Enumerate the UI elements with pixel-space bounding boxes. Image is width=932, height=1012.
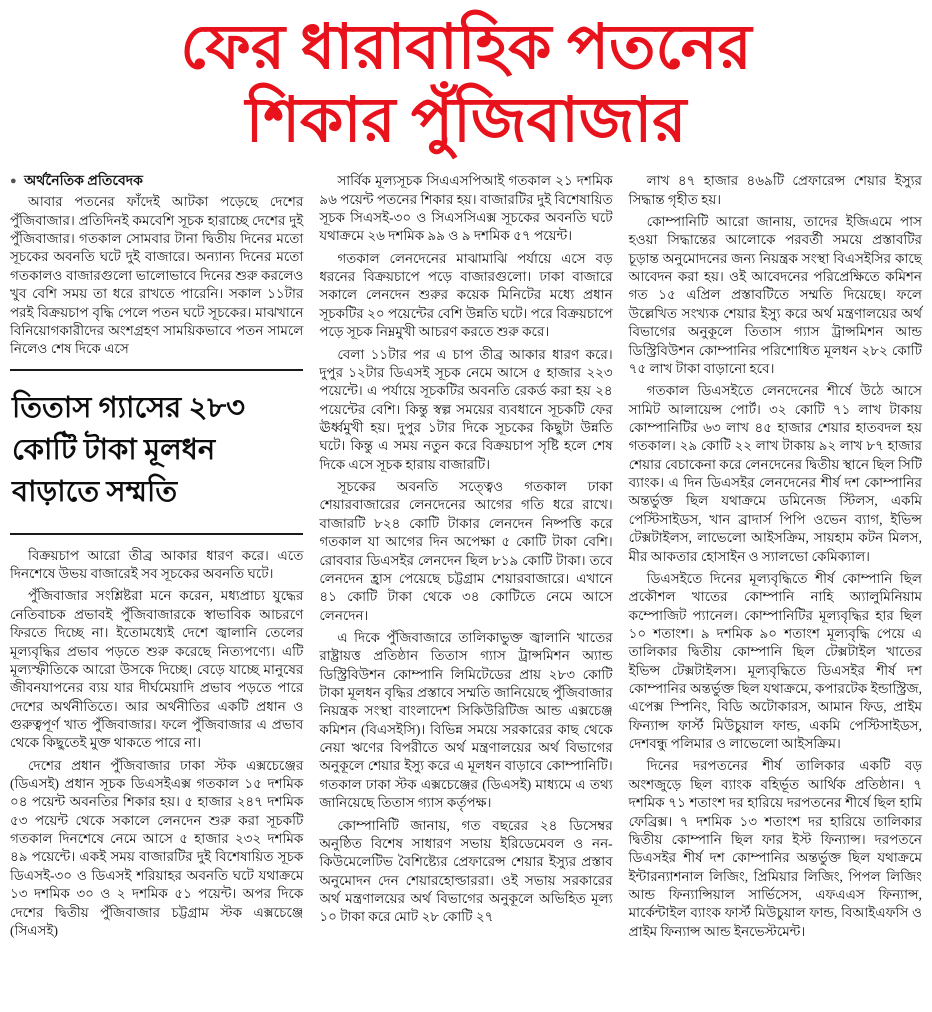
- paragraph: দেশের প্রধান পুঁজিবাজার ঢাকা স্টক এক্সচেঞ্জের (ডিএসই) প্রধান সূচক ডিএসইএক্স গতকাল ১৫ দশমিক ০৪ পয়েন্ট অবনতির শিকার হয়। ৫ হাজার ২৪৭ দশমিক ৫৩ পয়েন্ট থেকে সকালে লেনদেন শুরু করা সূচকটি গতকাল দিনশেষে নেমে আসে ৫ হাজার ২৩২ দশমিক ৪৯ পয়েন্টে। একই সময় বাজারটির দুই বিশেষায়িত সূচক ডিএসই-৩০ ও ডিএসই শরিয়াহর অবনতি ঘটে যথাক্রমে ১৩ দশমিক ৩০ ও ২ দশমিক ৫১ পয়েন্ট। অপর দিকে দেশের দ্বিতীয় পুঁজিবাজার চট্টগ্রাম স্টক এক্সচেঞ্জে (সিএসই): [10, 757, 304, 938]
- paragraph: কোম্পানিটি জানায়, গত বছরের ২৪ ডিসেম্বর অনুষ্ঠিত বিশেষ সাধারণ সভায় ইরিডেমেবল ও নন-কিউমেলেটিভ বৈশিষ্ট্যের প্রেফারেন্স শেয়ার ইস্যুর প্রস্তাব অনুমোদন দেন শেয়ারহোল্ডাররা। ওই সভায় সরকারের অর্থ মন্ত্রণালয়ের অর্থ বিভাগের অনুকূলে অভিহিত মূল্য ১০ টাকা করে মোট ২৮ কোটি ২৭: [319, 817, 613, 925]
- paragraph: সূচকের অবনতি সত্ত্বেও গতকাল ঢাকা শেয়ারবাজারের লেনদেনের আগের গতি ধরে রাখে। বাজারটি ৮২৪ কোটি টাকার লেনদেন নিষ্পত্তি করে গতকাল যা আগের দিন অপেক্ষা ৫ কোটি টাকা বেশি। রোববার ডিএসইর লেনদেন ছিল ৮১৯ কোটি টাকা। তবে লেনদেন হ্রাস পেয়েছে চট্টগ্রাম শেয়ারবাজারে। এখানে ৪১ কোটি টাকা থেকে ৩৪ কোটিতে নেমে আসে লেনদেন।: [319, 479, 613, 623]
- paragraph: গতকাল লেনদেনের মাঝামাঝি পর্যায়ে এসে বড় ধরনের বিক্রয়চাপে পড়ে বাজারগুলো। ঢাকা বাজারে সকালে লেনদেন শুরুর কয়েক মিনিটের মধ্যে প্রধান সূচকটির ২০ পয়েন্টের বেশি উন্নতি ঘটে। পরে বিক্রয়চাপে পড়ে সূচক নিম্নমুখী আচরণ করতে শুরু করে।: [319, 250, 613, 340]
- headline-line1: ফের ধারাবাহিক পতনের: [180, 14, 752, 82]
- paragraph: বিক্রয়চাপ আরো তীব্র আকার ধারণ করে। এতে দিনশেষে উভয় বাজারেই সব সূচকের অবনতি ঘটে।: [10, 547, 304, 582]
- paragraph: কোম্পানিটি আরো জানায়, তাদের ইজিএমে পাস হওয়া সিদ্ধান্তের আলোকে পরবর্তী সময়ে প্রস্তাবটির চূড়ান্ত অনুমোদনের জন্য নিয়ন্ত্রক সংস্থা বিএসইসির কাছে আবেদন করা হয়। ওই আবেদনের পরিপ্রেক্ষিতে কমিশন গত ১৫ এপ্রিল প্রস্তাবটিতে সম্মতি দিয়েছে। ফলে উল্লেখিত সংখ্যক শেয়ার ইস্যু করে অর্থ মন্ত্রণালয়ের অর্থ বিভাগের অনুকূলে তিতাস গ্যাস ট্রান্সমিশন আন্ড ডিস্ট্রিবিউশন কোম্পানির পরিশোধিত মূলধন ২৮২ কোটি ৭৫ লাখ টাকা বাড়ানো হবে।: [628, 214, 922, 376]
- paragraph: আবার পতনের ফাঁদেই আটকা পড়েছে দেশের পুঁজিবাজার। প্রতিদিনই কমবেশি সূচক হারাচ্ছে দেশের দুই পুঁজিবাজার। গতকাল সোমবার টানা দ্বিতীয় দিনের মতো সূচকের অবনতি ঘটে দুই বাজারে। অন্যান্য দিনের মতো গতকালও বাজারগুলো ভালোভাবে দিনের শুরু করলেও খুব বেশি সময় তা ধরে রাখতে পারেনি। সকাল ১১টার পরই বিক্রয়চাপ বৃদ্ধি পেলে পতন ঘটে সূচকের। মাঝখানে বিনিয়োগকারীদের অংশগ্রহণ সাময়িকভাবে পতন সামলে নিলেও শেষ দিকে এসে: [10, 194, 304, 357]
- paragraph: ডিএসইতে দিনের মূল্যবৃদ্ধিতে শীর্ষ কোম্পানি ছিল প্রকৌশল খাতের কোম্পানি নাহি অ্যালুমিনিয়াম কম্পোজিট প্যানেল। কোম্পানিটির মূল্যবৃদ্ধির হার ছিল ১০ শতাংশ। ৯ দশমিক ৯০ শতাংশ মূল্যবৃদ্ধি পেয়ে এ তালিকার দ্বিতীয় কোম্পানি ছিল টেক্সটাইল খাতের ইভিন্স টেক্সটাইলস। মূল্যবৃদ্ধিতে ডিএসইর শীর্ষ দশ কোম্পানির অন্তর্ভুক্ত ছিল যথাক্রমে, কপারটেক ইন্ডাস্ট্রিজ, এপেক্স স্পিনিং, বিডি অটোকারস, আমান ফিড, প্রাইম ফিন্যান্স ফার্স্ট মিউচুয়াল ফান্ড, একমি পেস্টিসাইডস, দেশবন্ধু পলিমার ও লাভেলো আইসক্রিম।: [628, 570, 922, 752]
- paragraph: পুঁজিবাজার সংশ্লিষ্টরা মনে করেন, মধ্যপ্রাচ্য যুদ্ধের নেতিবাচক প্রভাবই পুঁজিবাজারকে স্বাভাবিক আচরণে ফিরতে দিচ্ছে না। ইতোমধ্যেই দেশে জ্বালানি তেলের মূল্যবৃদ্ধির প্রভাব পড়তে শুরু করেছে নিত্যপণ্যে। এটি মূল্যস্ফীতিকে আরো উসকে দিচ্ছে। বেড়ে যাচ্ছে মানুষের জীবনযাপনের ব্যয় যার দীর্ঘমেয়াদি প্রভাব পড়তে পারে দেশের অর্থনীতিতে। আর অর্থনীতির একটি প্রধান ও গুরুত্বপূর্ণ খাত পুঁজিবাজার। ফলে পুঁজিবাজার এ প্রভাব থেকে কিছুতেই মুক্ত থাকতে পারে না।: [10, 588, 304, 751]
- paragraph: গতকাল ডিএসইতে লেনদেনের শীর্ষে উঠে আসে সামিট আলায়েন্স পোর্ট। ৩২ কোটি ৭১ লাখ টাকায় কোম্পানিটির ৬৩ লাখ ৪৫ হাজার শেয়ার হাতবদল হয় গতকাল। ২৯ কোটি ২২ লাখ টাকায় ৯২ লাখ ৮৭ হাজার শেয়ার বেচাকেনা করে লেনদেনের দ্বিতীয় স্থানে ছিল সিটি ব্যাংক। এ দিন ডিএসইর লেনদেনের শীর্ষ দশ কোম্পানির অন্তর্ভুক্ত ছিল যথাক্রমে ডমিনেজ স্টিলস, একমি পেস্টিসাইডস, খান ব্রাদার্স পিপি ওভেন ব্যাগ, ইভিন্স টেক্সটাইলস, লাভেলো আইসক্রিম, সায়হাম কটন মিলস, মীর আকতার হোসাইন ও স্যালভো কেমিক্যাল।: [628, 383, 922, 564]
- article-column-2: [319, 172, 612, 930]
- paragraph: দিনের দরপতনের শীর্ষ তালিকার একটি বড় অংশজুড়ে ছিল ব্যাংক বহির্ভূত আর্থিক প্রতিষ্ঠান। ৭ দশমিক ৭১ শতাংশ দর হারিয়ে দরপতনের শীর্ষে ছিল হামি ফেব্রিক্স। ৭ দশমিক ১৩ শতাংশ দর হারিয়ে তালিকার দ্বিতীয় কোম্পানি ছিল ফার ইস্ট ফিন্যান্স। দরপতনে ডিএসইর শীর্ষ দশ কোম্পানির অন্তর্ভুক্ত ছিল যথাক্রমে ইন্টারন্যাশনাল লিজিং, প্রিমিয়ার লিজিং, পিপল লিজিং আন্ড ফিন্যান্সিয়াল সার্ভিসেস, এফএএস ফিন্যান্স, মার্কেন্টাইল ব্যাংক ফার্স্ট মিউচুয়াল ফান্ড, বিআইএফসি ও প্রাইম ফিন্যান্স আন্ড ইনভেস্টমেন্ট।: [628, 758, 922, 939]
- pull-quote: তিতাস গ্যাসের ২৮৩ কোটি টাকা মূলধন বাড়াতে সম্মতি: [10, 369, 303, 535]
- paragraph: সার্বিক মূল্যসূচক সিএএসপিআই গতকাল ২১ দশমিক ৯৬ পয়েন্ট পতনের শিকার হয়। বাজারটির দুই বিশেষায়িত সূচক সিএসই-৩০ ও সিএসসিএক্স সূচকের অবনতি ঘটে যথাক্রমে ২৬ দশমিক ৯৯ ও ৯ দশমিক ৫৭ পয়েন্ট।: [319, 173, 613, 244]
- byline-text: অর্থনৈতিক প্রতিবেদক: [24, 174, 143, 190]
- headline-line2: শিকার পুঁজিবাজার: [245, 87, 687, 156]
- article-headline: [10, 12, 922, 158]
- article-body: [10, 172, 922, 945]
- byline-bullet-icon: ●: [10, 175, 17, 188]
- article-column-1: [10, 172, 303, 944]
- paragraph: লাখ ৪৭ হাজার ৪৬৯টি প্রেফারেন্স শেয়ার ইস্যুর সিদ্ধান্ত গৃহীত হয়।: [628, 173, 922, 207]
- paragraph: বেলা ১১টার পর এ চাপ তীব্র আকার ধারণ করে। দুপুর ১২টার ডিএসই সূচক নেমে আসে ৫ হাজার ২২৩ পয়েন্টে। এ পর্যায়ে সূচকটির অবনতি রেকর্ড করা হয় ২৪ পয়েন্টের বেশি। কিন্তু স্বল্প সময়ের ব্যবধানে সূচকটি ফের ঊর্ধ্বমুখী হয়। দুপুর ১টার দিকে সূচকের কিছুটা উন্নতি ঘটে। কিন্তু এ সময় নতুন করে বিক্রয়চাপ সৃষ্টি হলে শেষ দিকে এসে সূচক হারায় বাজারটি।: [319, 346, 613, 472]
- article-column-3: [629, 172, 922, 945]
- paragraph: এ দিকে পুঁজিবাজারে তালিকাভুক্ত জ্বালানি খাতের রাষ্ট্রায়ত্ত প্রতিষ্ঠান তিতাস গ্যাস ট্রান্সমিশন অ্যান্ড ডিস্ট্রিবিউশন কোম্পানি লিমিটেডের প্রায় ২৮৩ কোটি টাকা মূলধন বৃদ্ধির প্রস্তাবে সম্মতি জানিয়েছে পুঁজিবাজার নিয়ন্ত্রক সংস্থা বাংলাদেশ সিকিউরিটিজ আন্ড এক্সচেঞ্জ কমিশন (বিএসইসি)। বিভিন্ন সময়ে সরকারের কাছ থেকে নেয়া ঋণের বিপরীতে অর্থ মন্ত্রণালয়ের অর্থ বিভাগের অনুকূলে শেয়ার ইস্যু করে এ মূলধন বাড়াবে কোম্পানিটি। গতকাল ঢাকা স্টক এক্সচেঞ্জের (ডিএসই) মাধ্যমে এ তথ্য জানিয়েছে তিতাস গ্যাস কর্তৃপক্ষ।: [319, 629, 613, 811]
- byline: [10, 172, 303, 191]
